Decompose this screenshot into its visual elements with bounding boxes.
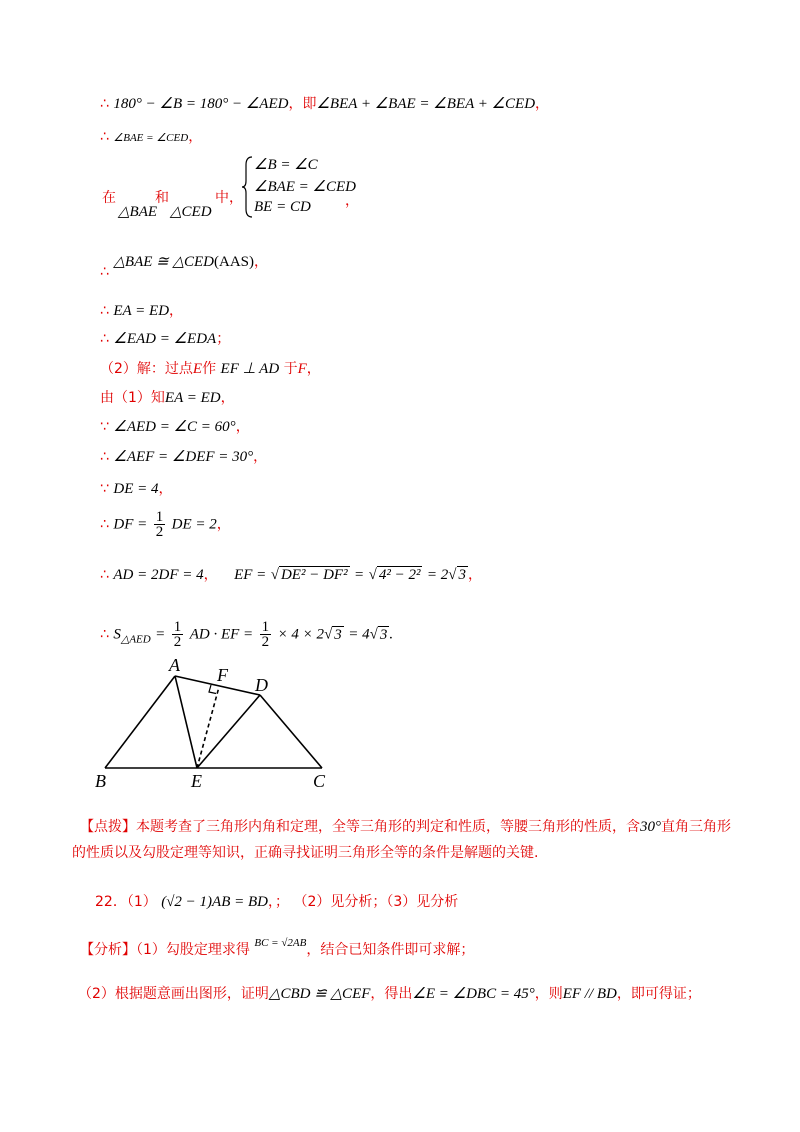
therefore-symbol: ∴ <box>100 516 109 533</box>
radicand: 3 <box>379 626 388 643</box>
label-b: B <box>95 771 106 791</box>
proof-line-7 <box>100 360 321 378</box>
step-text: ，即可得证； <box>616 986 701 1002</box>
fraction <box>154 510 166 539</box>
numerator: 1 <box>173 619 182 635</box>
label-c: C <box>313 771 326 791</box>
punctuation: ， <box>188 129 203 145</box>
because-symbol: ∵ <box>100 419 109 435</box>
proof-line-9 <box>100 418 250 436</box>
punctuation: ， <box>158 481 173 497</box>
math-expression: ∠BEA + ∠BAE = ∠BEA + ∠CED <box>316 96 536 112</box>
numerator: 1 <box>155 509 164 525</box>
text: 于 <box>283 361 298 377</box>
therefore-symbol: ∴ <box>100 96 109 112</box>
label-a: A <box>169 655 180 675</box>
label-f: F <box>217 665 228 685</box>
math-expression: = 2 <box>426 567 449 583</box>
math-expression: AD · EF = <box>189 626 254 643</box>
step-text: ，则 <box>534 986 563 1002</box>
math-expression: EA = ED <box>113 303 170 319</box>
math-expression: DE = 2 <box>171 516 217 533</box>
math-expression: EA = ED <box>164 390 221 406</box>
therefore-symbol: ∴ <box>100 331 109 347</box>
reason-text: (AAS) <box>214 254 255 270</box>
math-expression: = 4 <box>348 626 370 643</box>
because-symbol: ∵ <box>100 481 109 497</box>
text: 和 <box>155 190 169 206</box>
punctuation: ， <box>220 390 235 406</box>
math-expression: ∠EAD = ∠EDA <box>113 331 217 347</box>
math-expression: AD = 2DF = 4 <box>113 567 204 583</box>
proof-line-8 <box>100 389 235 407</box>
system-row-2: ∠BAE = ∠CED <box>254 179 357 195</box>
question-number: 22． <box>95 894 127 910</box>
radicand: 3 <box>458 567 467 583</box>
system-row-3: BE = CD <box>254 199 311 215</box>
punctuation: . <box>389 626 394 643</box>
geometry-figure <box>95 655 335 795</box>
step-text: （2）根据题意画出图形，证明 <box>78 986 269 1002</box>
math-expression: 180° − ∠B = 180° − ∠AED <box>113 96 289 112</box>
text: 由（1）知 <box>100 390 165 406</box>
math-expression: ∠BAE = ∠CED <box>113 132 189 144</box>
punctuation: ， <box>253 449 268 465</box>
punctuation: ， <box>535 96 550 112</box>
fenxi-text: （1）勾股定理求得 <box>136 942 250 958</box>
text: 中， <box>215 190 243 206</box>
math-expression: DE = 4 <box>113 481 159 497</box>
text: 作 <box>202 361 217 377</box>
triangle-label-2 <box>170 203 212 221</box>
proof-line-13: ∴ AD = 2DF = 4， EF = √ DE² − DF² = √ 4² − 2² = 2√ 3 ， <box>100 567 483 583</box>
point-name: F <box>297 361 307 377</box>
math-expression: EF ⊥ AD <box>220 361 280 377</box>
math-expression: △BAE <box>118 204 158 220</box>
punctuation: ， <box>254 254 269 270</box>
therefore-symbol: ∴ <box>100 567 109 583</box>
math-expression: △CED <box>170 204 212 220</box>
math-expression: EF // BD <box>562 986 617 1002</box>
proof-line-2 <box>100 128 202 147</box>
proof-line-14: ∴ $S_{\triangle AED}$ = $\frac{1}{2}$ AD · EF = $\frac{1}{2}$ × 4 × 2√ 3 = 4√ 3 . <box>100 619 394 650</box>
punctuation: ， <box>203 567 218 583</box>
label-e: E <box>191 771 202 791</box>
fraction <box>260 620 272 649</box>
punctuation: ； <box>216 331 231 347</box>
part-label: （1） <box>126 894 157 910</box>
denominator: 2 <box>155 524 164 540</box>
math-expression: △CBD ≌ △CEF <box>268 986 371 1002</box>
punctuation: ， <box>468 567 483 583</box>
zhong-text <box>215 189 243 207</box>
fraction <box>172 620 184 649</box>
step-text: ，得出 <box>370 986 413 1002</box>
text: 在 <box>102 190 116 206</box>
punctuation <box>345 192 359 210</box>
proof-line-6 <box>100 330 230 348</box>
therefore-symbol: ∴ <box>100 264 109 280</box>
therefore-symbol: ∴ <box>100 129 109 145</box>
fenxi-text: ，结合已知条件即可求解； <box>306 942 475 958</box>
dianbo-text: 本题考查了三角形内角和定理，全等三角形的判定和性质，等腰三角形的性质，含 <box>136 819 640 835</box>
proof-line-3 <box>102 189 116 207</box>
punctuation: ， <box>235 419 250 435</box>
punctuation: ，； <box>268 894 289 910</box>
math-expression: EF = <box>234 567 267 583</box>
area-symbol: S <box>113 626 121 643</box>
proof-line-11 <box>100 480 173 498</box>
radicand: 4² − 2² <box>378 567 421 583</box>
math-expression: ∠E = ∠DBC = 45° <box>412 986 535 1002</box>
therefore-symbol: ∴ <box>100 626 109 643</box>
fenxi-line <box>80 937 475 960</box>
math-expression: △BAE ≅ △CED <box>113 254 215 270</box>
proof-line-1 <box>100 95 549 113</box>
equals-sign: = <box>354 567 365 583</box>
fenxi-step-2 <box>78 985 701 1003</box>
equals-sign: = <box>155 626 166 643</box>
comma: ， <box>345 193 359 209</box>
math-expression: DF = <box>113 516 148 533</box>
therefore-symbol: ∴ <box>100 449 109 465</box>
dianbo-paragraph <box>72 814 732 866</box>
point-name: E <box>192 361 203 377</box>
label-d: D <box>255 675 268 695</box>
numerator: 1 <box>261 619 270 635</box>
right-angle-mark-icon <box>209 685 216 694</box>
part-answer: （3）见分析 <box>386 894 459 910</box>
segment-dc <box>260 695 322 768</box>
part-answer: （2）见分析； <box>293 894 387 910</box>
proof-line-4 <box>100 253 269 280</box>
part-label: （2）解：过点 <box>100 361 193 377</box>
fenxi-tag: 【分析】 <box>80 942 136 958</box>
therefore-symbol: ∴ <box>100 303 109 319</box>
radicand: 3 <box>334 626 342 643</box>
radicand: DE² − DF² <box>280 567 348 583</box>
math-expression: (√2 − 1)AB = BD <box>161 894 268 910</box>
punctuation: ， <box>216 516 231 533</box>
segment-ab <box>105 676 175 768</box>
punctuation: ， <box>306 361 321 377</box>
proof-line-12 <box>100 510 231 539</box>
punctuation: ， <box>169 303 184 319</box>
question-22-answer <box>95 893 458 911</box>
math-expression: ∠AED = ∠C = 60° <box>113 419 236 435</box>
proof-line-10 <box>100 448 267 466</box>
math-expression: × 4 × 2 <box>277 626 325 643</box>
system-row-1: ∠B = ∠C <box>254 157 318 173</box>
denominator: 2 <box>173 634 182 650</box>
segment-ae <box>175 676 197 768</box>
math-expression: BC = √2AB <box>254 937 307 949</box>
degree-value: 30° <box>640 819 661 835</box>
proof-line-5 <box>100 302 183 320</box>
and-text <box>155 189 169 207</box>
area-subscript: △AED <box>120 633 151 646</box>
triangle-label-1 <box>118 203 157 221</box>
denominator: 2 <box>261 634 270 650</box>
left-brace-icon <box>242 155 254 219</box>
dianbo-text: 直角三角形的性质以及勾股定理等知识，正确寻找证明三角形全等的条件是解题的关键. <box>72 819 731 861</box>
dianbo-tag: 【点拨】 <box>80 819 136 835</box>
connector-text: ，即 <box>288 96 317 112</box>
math-expression: ∠AEF = ∠DEF = 30° <box>113 449 254 465</box>
